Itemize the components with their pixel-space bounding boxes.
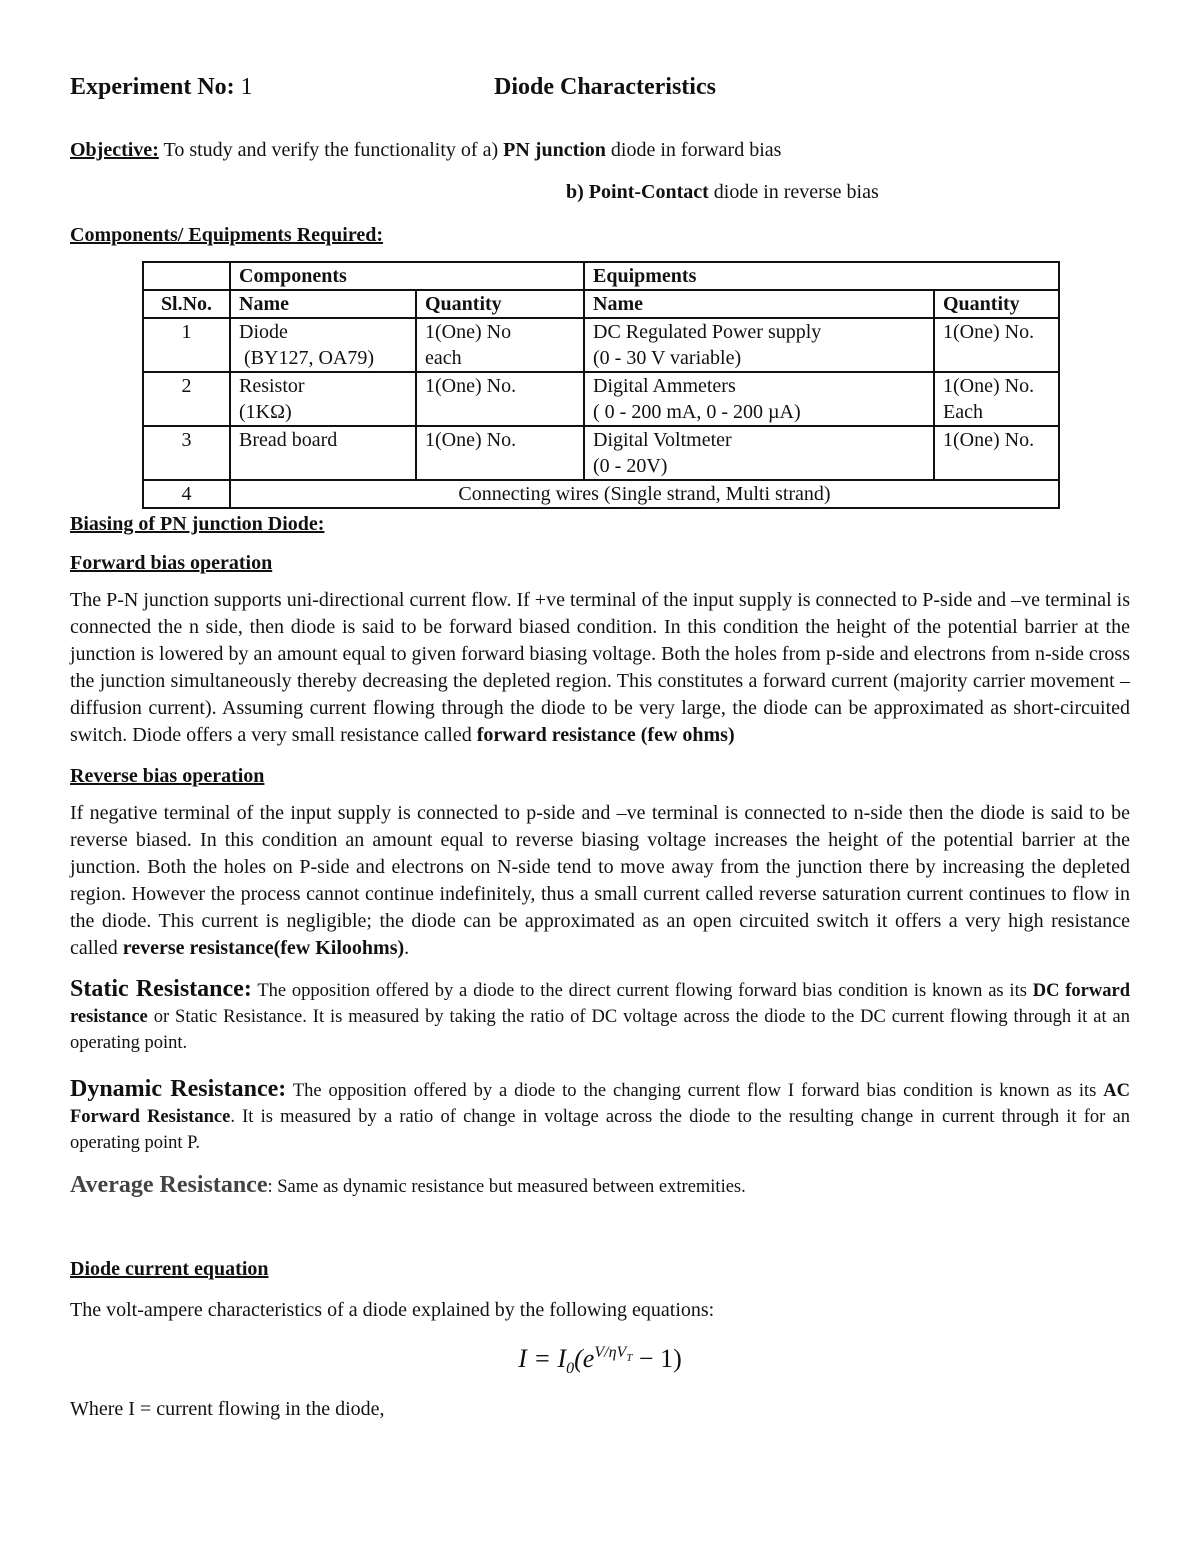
biasing-heading: Biasing of PN junction Diode: (70, 513, 325, 535)
forward-paragraph: The P-N junction supports uni-directional current flow. If +ve terminal of the input supply is connected to P-side and –ve terminal is connected the n side, then diode is said to be forward biased condition. In this condition the height of the potential barrier at the junction is lowered by an amount equal to given forward biasing voltage. Both the holes from p-side and electrons from n-side cross the junction simultaneously thereby decreasing the depleted region. This constitutes a forward current (majority carrier movement – diffusion current). Assuming current flowing through the diode to be very large, the diode can be approximated as short-circuited switch. Diode offers a very small resistance called forward resistance (few ohms) (70, 589, 1130, 746)
table-row: 2 Resistor (1KΩ) 1(One) No. Digital Ammeters ( 0 - 200 mA, 0 - 200 µA) 1(One) No. Each (143, 372, 1059, 426)
objective-item-b: b) Point-Contact diode in reverse bias (566, 181, 879, 203)
group-equipments: Equipments (584, 262, 1059, 290)
reverse-paragraph: If negative terminal of the input supply is connected to p-side and –ve terminal is connected to n-side then the diode is said to be reverse biased. In this condition an amount equal to reverse biasing voltage increases the height of the potential barrier at the junction. Both the holes on P-side and electrons on N-side tend to move away from the junction there by increasing the depleted region. However the process cannot continue indefinitely, thus a small current called reverse saturation current continues to flow in the diode. This current is negligible; the diode can be approximated as an open circuited switch it offers a very high resistance called reverse resistance(few Kiloohms). (70, 802, 1130, 959)
table-row: 3 Bread board 1(One) No. Digital Voltmeter (0 - 20V) 1(One) No. (143, 426, 1059, 480)
table-row: 1 Diode (BY127, OA79) 1(One) No each DC Regulated Power supply (0 - 30 V variable) 1(One) No. (143, 318, 1059, 372)
table-group-row (143, 262, 1059, 290)
components-heading: Components/ Equipments Required: (70, 224, 384, 246)
table-header-row: Sl.No. Name Quantity Name Quantity (143, 290, 1059, 318)
table-row: 4 Connecting wires (Single strand, Multi strand) (143, 480, 1059, 508)
document-page (70, 70, 1130, 1423)
equation-heading: Diode current equation (70, 1258, 269, 1280)
equipment-table (142, 261, 1060, 509)
dynamic-resistance: Dynamic Resistance: The opposition offered by a diode to the changing current flow I forward bias condition is known as its AC Forward Resistance. It is measured by a ratio of change in voltage across the diode to the resulting change in current through it for an operating point P. (70, 1076, 1130, 1153)
equation-where: Where I = current flowing in the diode, (70, 1398, 385, 1421)
forward-heading: Forward bias operation (70, 552, 273, 574)
objective: Objective: To study and verify the functionality of a) PN junction diode in forward bias (70, 139, 782, 161)
static-resistance: Static Resistance: The opposition offered by a diode to the direct current flowing forward bias condition is known as its DC forward resistance or Static Resistance. It is measured by taking the ratio of DC voltage across the diode to the DC current flowing through it at an operating point. (70, 976, 1131, 1053)
equation-intro: The volt-ampere characteristics of a diode explained by the following equations: (70, 1299, 715, 1321)
group-components: Components (230, 262, 584, 290)
average-resistance: Average Resistance: Same as dynamic resistance but measured between extremities. (70, 1172, 746, 1198)
reverse-heading: Reverse bias operation (70, 765, 265, 787)
page-title: Diode Characteristics (494, 74, 716, 100)
title-row (70, 70, 1130, 110)
experiment-number: Experiment No: 1 (70, 74, 253, 100)
diode-equation: $I = I_0(e^{V/\eta V_T} - 1)$ (518, 1344, 682, 1378)
